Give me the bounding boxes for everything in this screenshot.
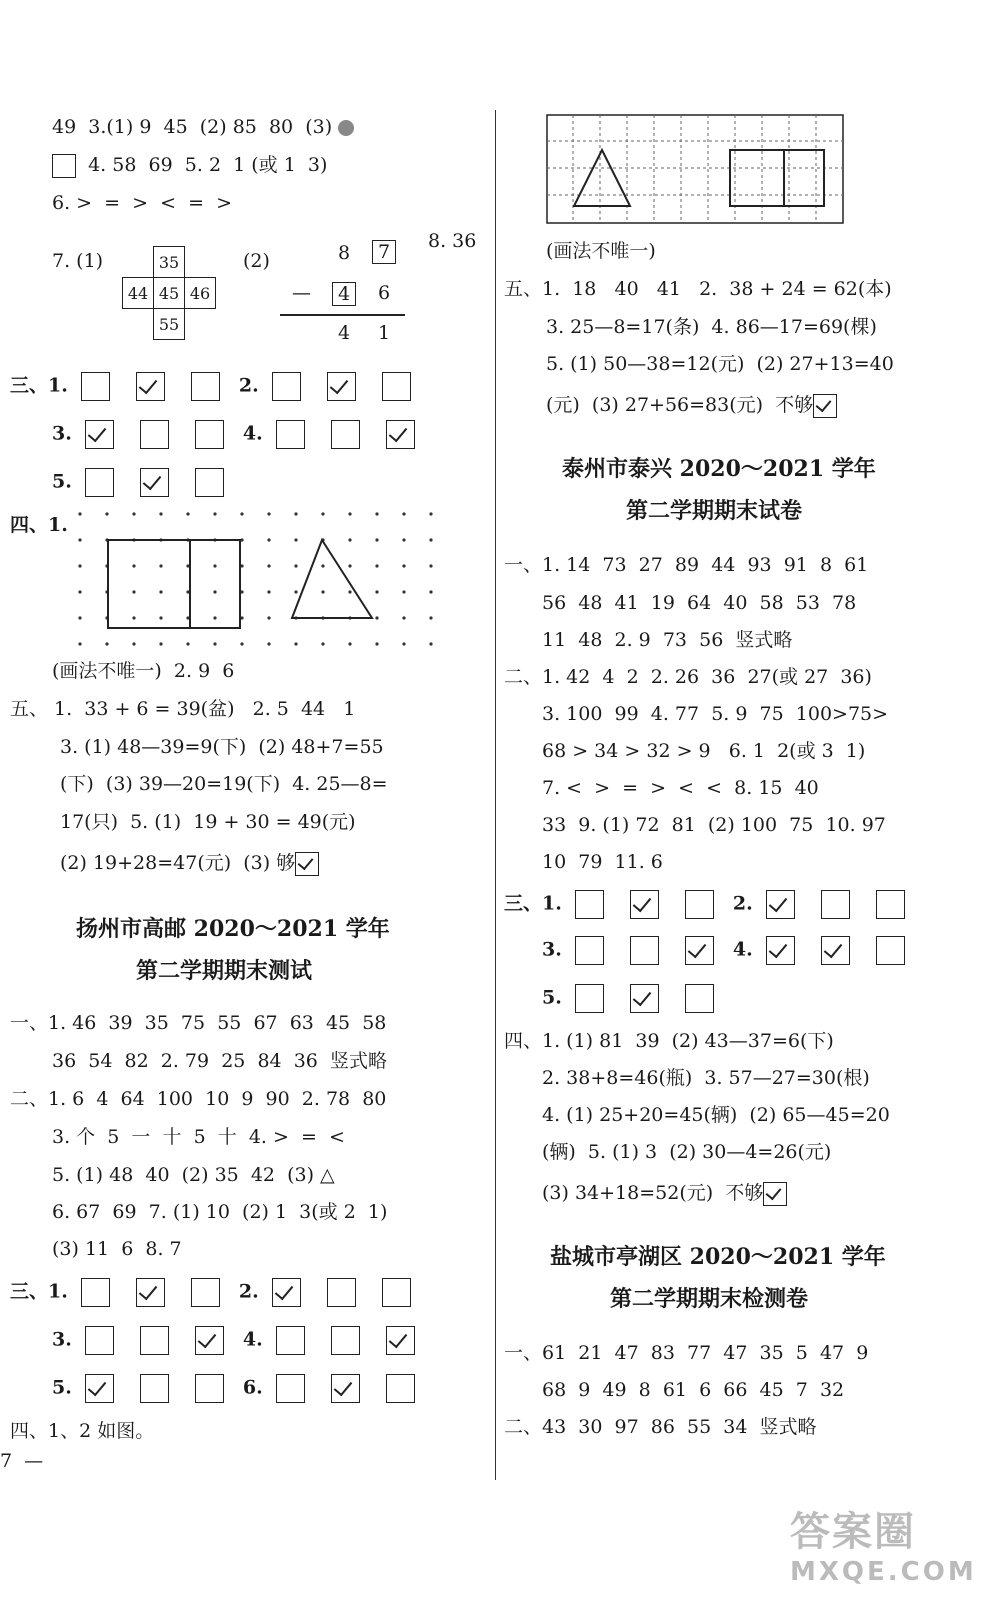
checked-box-icon	[136, 1278, 165, 1307]
grid-dot	[348, 642, 351, 645]
grid-dot	[375, 512, 378, 515]
grid-dot	[159, 564, 162, 567]
answer-line: 56 48 41 19 64 40 58 53 78	[542, 592, 857, 614]
digit-box: 7	[372, 240, 396, 264]
checked-box-icon	[295, 852, 319, 876]
grid-dot	[267, 590, 270, 593]
grid-dot	[429, 616, 432, 619]
empty-box-icon	[140, 1326, 169, 1355]
checked-box-icon	[140, 468, 169, 497]
grid-dot	[78, 538, 81, 541]
grid-dot	[159, 616, 162, 619]
page-number: 7 —	[0, 1450, 44, 1472]
grid-dot	[267, 512, 270, 515]
grid-dot	[429, 642, 432, 645]
number-cross	[122, 246, 216, 340]
grid-dot	[78, 590, 81, 593]
grid-dot	[429, 512, 432, 515]
section-title: 盐城市亭湖区 2020～2021 学年	[550, 1244, 886, 1270]
answer-text: 6.	[242, 1376, 263, 1399]
section-title: 第二学期期末测试	[136, 958, 313, 984]
answer-text: 5.	[52, 470, 72, 493]
grid-dot	[375, 538, 378, 541]
answer-line: (辆) 5. (1) 3 (2) 30—4=26(元)	[542, 1141, 832, 1163]
answer-text: 2.	[732, 892, 753, 915]
answer-line	[60, 850, 319, 876]
answer-line: 2. 38+8=46(瓶) 3. 57—27=30(根)	[542, 1067, 870, 1089]
grid-dot	[267, 538, 270, 541]
empty-box-icon	[386, 1374, 415, 1403]
empty-box-icon	[331, 1326, 360, 1355]
answer-line: 4. (1) 25+20=45(辆) (2) 65—45=20	[542, 1104, 890, 1126]
grid-dot	[294, 590, 297, 593]
answer-line: 四、1.	[10, 514, 68, 536]
minus-sign: —	[292, 282, 311, 304]
answer-line: 四、1、2 如图。	[10, 1420, 155, 1442]
cross-cell: 45	[154, 278, 185, 309]
answer-line: 6. > = > < = >	[52, 192, 233, 214]
answer-line: 68 > 34 > 32 > 9 6. 1 2(或 3 1)	[542, 740, 866, 762]
answer-text: 4.	[242, 1328, 263, 1351]
answer-line: (3) 11 6 8. 7	[52, 1238, 182, 1260]
empty-box-icon	[140, 420, 169, 449]
checked-box-icon	[327, 372, 356, 401]
section-title: 扬州市高邮 2020～2021 学年	[76, 916, 390, 942]
empty-box-icon	[685, 984, 714, 1013]
answer-line: 二、1. 6 4 64 100 10 9 90 2. 78 80	[10, 1088, 387, 1110]
grid-dot	[213, 590, 216, 593]
grid-dot	[429, 590, 432, 593]
answer-text: 2.	[238, 1280, 259, 1303]
grid-dot	[132, 564, 135, 567]
answer-line: 3. (1) 48—39=9(下) (2) 48+7=55	[60, 736, 384, 758]
empty-box-icon	[327, 1278, 356, 1307]
answer-text: 3.	[52, 422, 72, 445]
answer-line: (2)	[243, 250, 270, 272]
digit: 4	[338, 322, 351, 344]
answer-text: 三、1.	[504, 892, 562, 915]
answer-line: 一、1. 46 39 35 75 55 67 63 45 58	[10, 1012, 387, 1034]
grid-dot	[429, 538, 432, 541]
rule-line	[280, 314, 405, 316]
empty-box-icon	[630, 936, 659, 965]
checked-box-icon	[630, 984, 659, 1013]
grid-dot	[321, 512, 324, 515]
grid-dot	[348, 512, 351, 515]
answer-line	[52, 114, 354, 140]
section-title: 泰州市泰兴 2020～2021 学年	[562, 456, 876, 482]
grid-dot	[213, 564, 216, 567]
checked-box-icon	[763, 1182, 787, 1206]
empty-box-icon	[85, 468, 114, 497]
grid-dot	[375, 564, 378, 567]
answer-line: 二、1. 42 4 2 2. 26 36 27(或 27 36)	[504, 666, 872, 688]
grid-dot	[321, 642, 324, 645]
watermark-url: MXQE.COM	[790, 1557, 977, 1587]
grid-dot	[267, 642, 270, 645]
grid-dot	[240, 642, 243, 645]
empty-box-icon	[331, 420, 360, 449]
section-title: 第二学期期末检测卷	[610, 1286, 809, 1312]
grid-dot	[132, 590, 135, 593]
grid-dot	[78, 642, 81, 645]
checked-box-icon	[85, 420, 114, 449]
empty-box-icon	[575, 984, 604, 1013]
shaded-circle-icon	[338, 120, 354, 136]
answer-text: (元) (3) 27+56=83(元) 不够	[546, 394, 814, 416]
answer-text: (2) 19+28=47(元) (3) 够	[60, 852, 296, 874]
checked-box-icon	[813, 394, 837, 418]
square-icon	[52, 154, 76, 178]
watermark-logo	[790, 1500, 977, 1587]
answer-line	[10, 372, 424, 401]
section-title: 第二学期期末试卷	[626, 498, 803, 524]
checked-box-icon	[821, 936, 850, 965]
digit: 1	[378, 322, 391, 344]
grid-dot	[348, 590, 351, 593]
answer-line: 五、 1. 33 + 6 = 39(盆) 2. 5 44 1	[10, 698, 356, 720]
grid-dot	[375, 590, 378, 593]
grid-dot	[402, 564, 405, 567]
answer-line: 33 9. (1) 72 81 (2) 100 75 10. 97	[542, 814, 886, 836]
empty-box-icon	[575, 936, 604, 965]
answer-line: 68 9 49 8 61 6 66 45 7 32	[542, 1379, 845, 1401]
answer-line: 二、43 30 97 86 55 34 竖式略	[504, 1416, 817, 1438]
empty-box-icon	[272, 372, 301, 401]
grid-dot	[78, 512, 81, 515]
grid-dot	[294, 564, 297, 567]
grid-dot	[294, 642, 297, 645]
empty-box-icon	[81, 372, 110, 401]
answer-line: 6. 67 69 7. (1) 10 (2) 1 3(或 2 1)	[52, 1201, 388, 1223]
checked-box-icon	[386, 1326, 415, 1355]
answer-line: 3. 个 5 一 十 5 十 4. > = <	[52, 1126, 345, 1148]
grid-dot	[159, 642, 162, 645]
answer-line: (画法不唯一)	[546, 240, 656, 262]
empty-box-icon	[276, 1326, 305, 1355]
grid-dot	[402, 590, 405, 593]
answer-text: 3.	[52, 1328, 72, 1351]
grid-dot	[213, 616, 216, 619]
answer-line: (画法不唯一) 2. 9 6	[52, 660, 235, 682]
watermark-text: 答案圈	[790, 1509, 916, 1555]
cross-cell: 46	[185, 278, 216, 309]
grid-dot	[78, 616, 81, 619]
answer-line	[504, 890, 918, 919]
empty-box-icon	[191, 372, 220, 401]
grid-dot	[240, 512, 243, 515]
answer-line	[52, 1326, 428, 1355]
empty-box-icon	[382, 372, 411, 401]
answer-line: 36 54 82 2. 79 25 84 36 竖式略	[52, 1050, 387, 1072]
grid-dot	[402, 616, 405, 619]
grid-figure	[546, 114, 846, 226]
cross-cell: 55	[154, 309, 185, 340]
answer-line	[52, 152, 327, 178]
answer-line	[542, 984, 727, 1013]
empty-box-icon	[276, 420, 305, 449]
empty-box-icon	[382, 1278, 411, 1307]
grid-dot	[402, 538, 405, 541]
grid-dot	[321, 590, 324, 593]
column-divider	[495, 110, 496, 1480]
answer-text: 2.	[238, 374, 259, 397]
empty-box-icon	[575, 890, 604, 919]
grid-dot	[267, 564, 270, 567]
answer-line: 四、1. (1) 81 39 (2) 43—37=6(下)	[504, 1030, 834, 1052]
empty-box-icon	[876, 936, 905, 965]
grid-dot	[294, 538, 297, 541]
grid-dot	[213, 512, 216, 515]
answer-line	[52, 1374, 428, 1403]
cross-cell: 35	[154, 247, 185, 278]
grid-dot	[132, 642, 135, 645]
checked-box-icon	[386, 420, 415, 449]
answer-line: 8. 36	[428, 230, 477, 252]
answer-line	[52, 420, 428, 449]
answer-line	[542, 1180, 787, 1206]
grid-dot	[132, 512, 135, 515]
checked-box-icon	[630, 890, 659, 919]
answer-text: (3) 34+18=52(元) 不够	[542, 1182, 764, 1204]
answer-text: 三、1.	[10, 1280, 68, 1303]
grid-dot	[78, 564, 81, 567]
answer-text: 三、1.	[10, 374, 68, 397]
grid-dot	[348, 538, 351, 541]
answer-line: 一、61 21 47 83 77 47 35 5 47 9	[504, 1342, 869, 1364]
checked-box-icon	[136, 372, 165, 401]
answer-text: 4. 58 69 5. 2 1 (或 1 3)	[88, 154, 328, 176]
answer-line: 一、1. 14 73 27 89 44 93 91 8 61	[504, 554, 869, 576]
checked-box-icon	[766, 890, 795, 919]
answer-line: 17(只) 5. (1) 19 + 30 = 49(元)	[60, 811, 356, 833]
grid-dot	[159, 590, 162, 593]
cross-cell: 44	[123, 278, 154, 309]
answer-line: 3. 100 99 4. 77 5. 9 75 100>75>	[542, 703, 889, 725]
answer-text: 4.	[732, 938, 753, 961]
checked-box-icon	[195, 1326, 224, 1355]
empty-box-icon	[81, 1278, 110, 1307]
empty-box-icon	[140, 1374, 169, 1403]
grid-dot	[159, 512, 162, 515]
answer-line: 10 79 11. 6	[542, 851, 663, 873]
empty-box-icon	[195, 420, 224, 449]
grid-dot	[132, 616, 135, 619]
empty-box-icon	[685, 890, 714, 919]
answer-line	[10, 1278, 424, 1307]
grid-dot	[105, 512, 108, 515]
answer-text: 49 3.(1) 9 45 (2) 85 80 (3)	[52, 116, 333, 138]
answer-text: 5.	[542, 986, 562, 1009]
answer-line: 7. < > = > < < 8. 15 40	[542, 777, 819, 799]
grid-dot	[375, 616, 378, 619]
answer-line	[546, 392, 837, 418]
checked-box-icon	[331, 1374, 360, 1403]
grid-dot	[375, 642, 378, 645]
checked-box-icon	[685, 936, 714, 965]
grid-dot	[186, 512, 189, 515]
checked-box-icon	[272, 1278, 301, 1307]
grid-dot	[105, 642, 108, 645]
digit: 6	[378, 282, 391, 304]
digit-box: 4	[332, 282, 356, 306]
checked-box-icon	[766, 936, 795, 965]
dot-grid-figure	[76, 510, 446, 650]
answer-line	[52, 468, 237, 497]
answer-line: 11 48 2. 9 73 56 竖式略	[542, 629, 793, 651]
answer-line: 五、1. 18 40 41 2. 38 + 24 = 62(本)	[504, 278, 892, 300]
answer-line: 5. (1) 48 40 (2) 35 42 (3) △	[52, 1164, 335, 1186]
grid-dot	[186, 642, 189, 645]
empty-box-icon	[195, 468, 224, 497]
answer-text: 4.	[242, 422, 263, 445]
empty-box-icon	[195, 1374, 224, 1403]
grid-dot	[321, 564, 324, 567]
empty-box-icon	[191, 1278, 220, 1307]
grid-dot	[429, 564, 432, 567]
empty-box-icon	[85, 1326, 114, 1355]
empty-box-icon	[821, 890, 850, 919]
answer-line: (下) (3) 39—20=19(下) 4. 25—8=	[60, 773, 388, 795]
empty-box-icon	[276, 1374, 305, 1403]
grid-dot	[402, 642, 405, 645]
checked-box-icon	[85, 1374, 114, 1403]
grid-dot	[294, 512, 297, 515]
digit: 8	[338, 242, 351, 264]
empty-box-icon	[876, 890, 905, 919]
answer-line: 7. (1)	[52, 250, 104, 272]
subtraction-puzzle	[280, 238, 410, 348]
grid-dot	[348, 564, 351, 567]
grid-dot	[267, 616, 270, 619]
answer-text: 3.	[542, 938, 562, 961]
answer-line: 5. (1) 50—38=12(元) (2) 27+13=40	[546, 353, 894, 375]
answer-line	[542, 936, 918, 965]
answer-line: 3. 25—8=17(条) 4. 86—17=69(棵)	[546, 316, 877, 338]
answer-text: 5.	[52, 1376, 72, 1399]
grid-dot	[213, 642, 216, 645]
grid-dot	[402, 512, 405, 515]
